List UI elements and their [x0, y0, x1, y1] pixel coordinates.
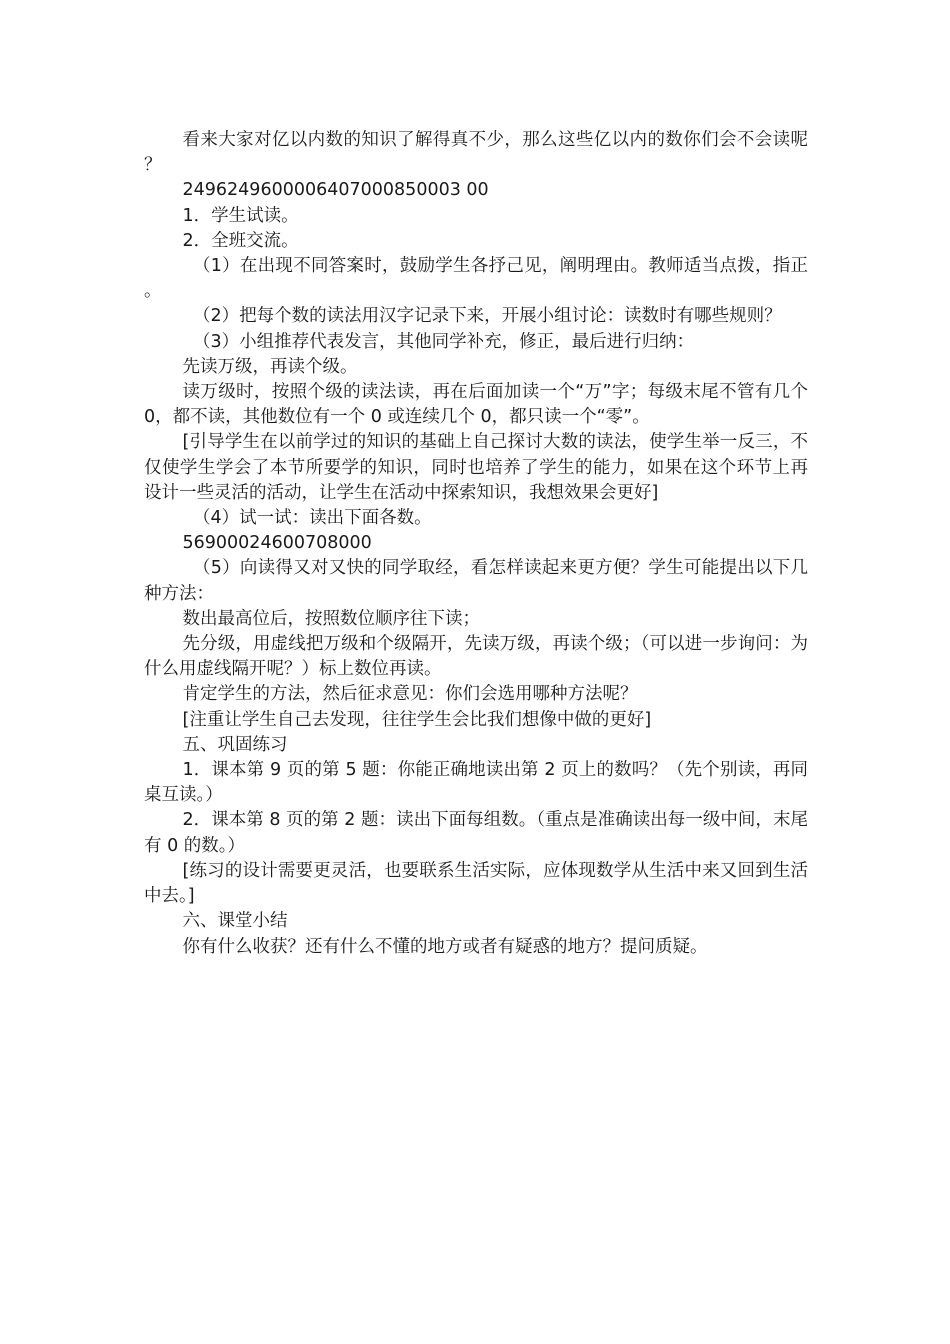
exercise-paragraph: 1．课本第 9 页的第 5 题：你能正确地读出第 2 页上的数吗？（先个别读，再同桌互读。） [144, 760, 808, 806]
sub-step-paragraph: （5）向读得又对又快的同学取经，看怎样读起来更方便？学生可能提出以下几种方法： [144, 558, 808, 604]
exercise-paragraph: 2．课本第 8 页的第 2 题：读出下面每组数。（重点是准确读出每一级中间，末尾有 0 的数。） [144, 810, 808, 856]
section-heading: 五、巩固练习 [182, 734, 288, 755]
summary-paragraph: 你有什么收获？还有什么不懂的地方或者有疑惑的地方？提问质疑。 [182, 936, 708, 957]
reflection-paragraph: [注重让学生自己去发现，往往学生会比我们想像中做的更好] [182, 709, 652, 730]
rule-paragraph: 先读万级，再读个级。 [182, 356, 358, 377]
method-paragraph: 肯定学生的方法，然后征求意见：你们会选用哪种方法呢？ [182, 684, 638, 705]
document-body [144, 128, 808, 960]
sub-step-paragraph: （4）试一试：读出下面各数。 [193, 508, 432, 529]
number-list-paragraph: 2496249600006407000850003 00 [182, 180, 489, 201]
sub-step-paragraph: （2）把每个数的读法用汉字记录下来，开展小组讨论：读数时有哪些规则？ [193, 306, 782, 327]
reflection-paragraph: [引导学生在以前学过的知识的基础上自己探讨大数的读法，使学生举一反三，不仅使学生学会了本节所要学的知识，同时也培养了学生的能力，如果在这个环节上再设计一些灵活的活动，让学生在活动中探索知识，我想效果会更好] [144, 432, 808, 503]
method-paragraph: 先分级，用虚线把万级和个级隔开，先读万级，再读个级；（可以进一步询问：为什么用虚线隔开呢？）标上数位再读。 [144, 634, 808, 680]
number-list-paragraph: 56900024600708000 [182, 533, 372, 554]
step-paragraph: 2．全班交流。 [182, 230, 299, 251]
section-heading: 六、课堂小结 [182, 911, 288, 932]
reflection-paragraph: [练习的设计需要更灵活，也要联系生活实际，应体现数学从生活中来又回到生活中去。] [144, 860, 808, 907]
step-paragraph: 1．学生试读。 [182, 205, 299, 226]
sub-step-paragraph: （1）在出现不同答案时，鼓励学生各抒己见，阐明理由。教师适当点拨，指正。 [144, 256, 808, 302]
sub-step-paragraph: （3）小组推荐代表发言，其他同学补充，修正，最后进行归纳： [193, 331, 695, 352]
rule-paragraph: 读万级时，按照个级的读法读，再在后面加读一个“万”字；每级末尾不管有几个 0，都不读，其他数位有一个 0 或连续几个 0，都只读一个“零”。 [144, 382, 808, 428]
method-paragraph: 数出最高位后，按照数位顺序往下读； [182, 608, 480, 629]
intro-paragraph: 看来大家对亿以内数的知识了解得真不少，那么这些亿以内的数你们会不会读呢？ [144, 130, 808, 176]
